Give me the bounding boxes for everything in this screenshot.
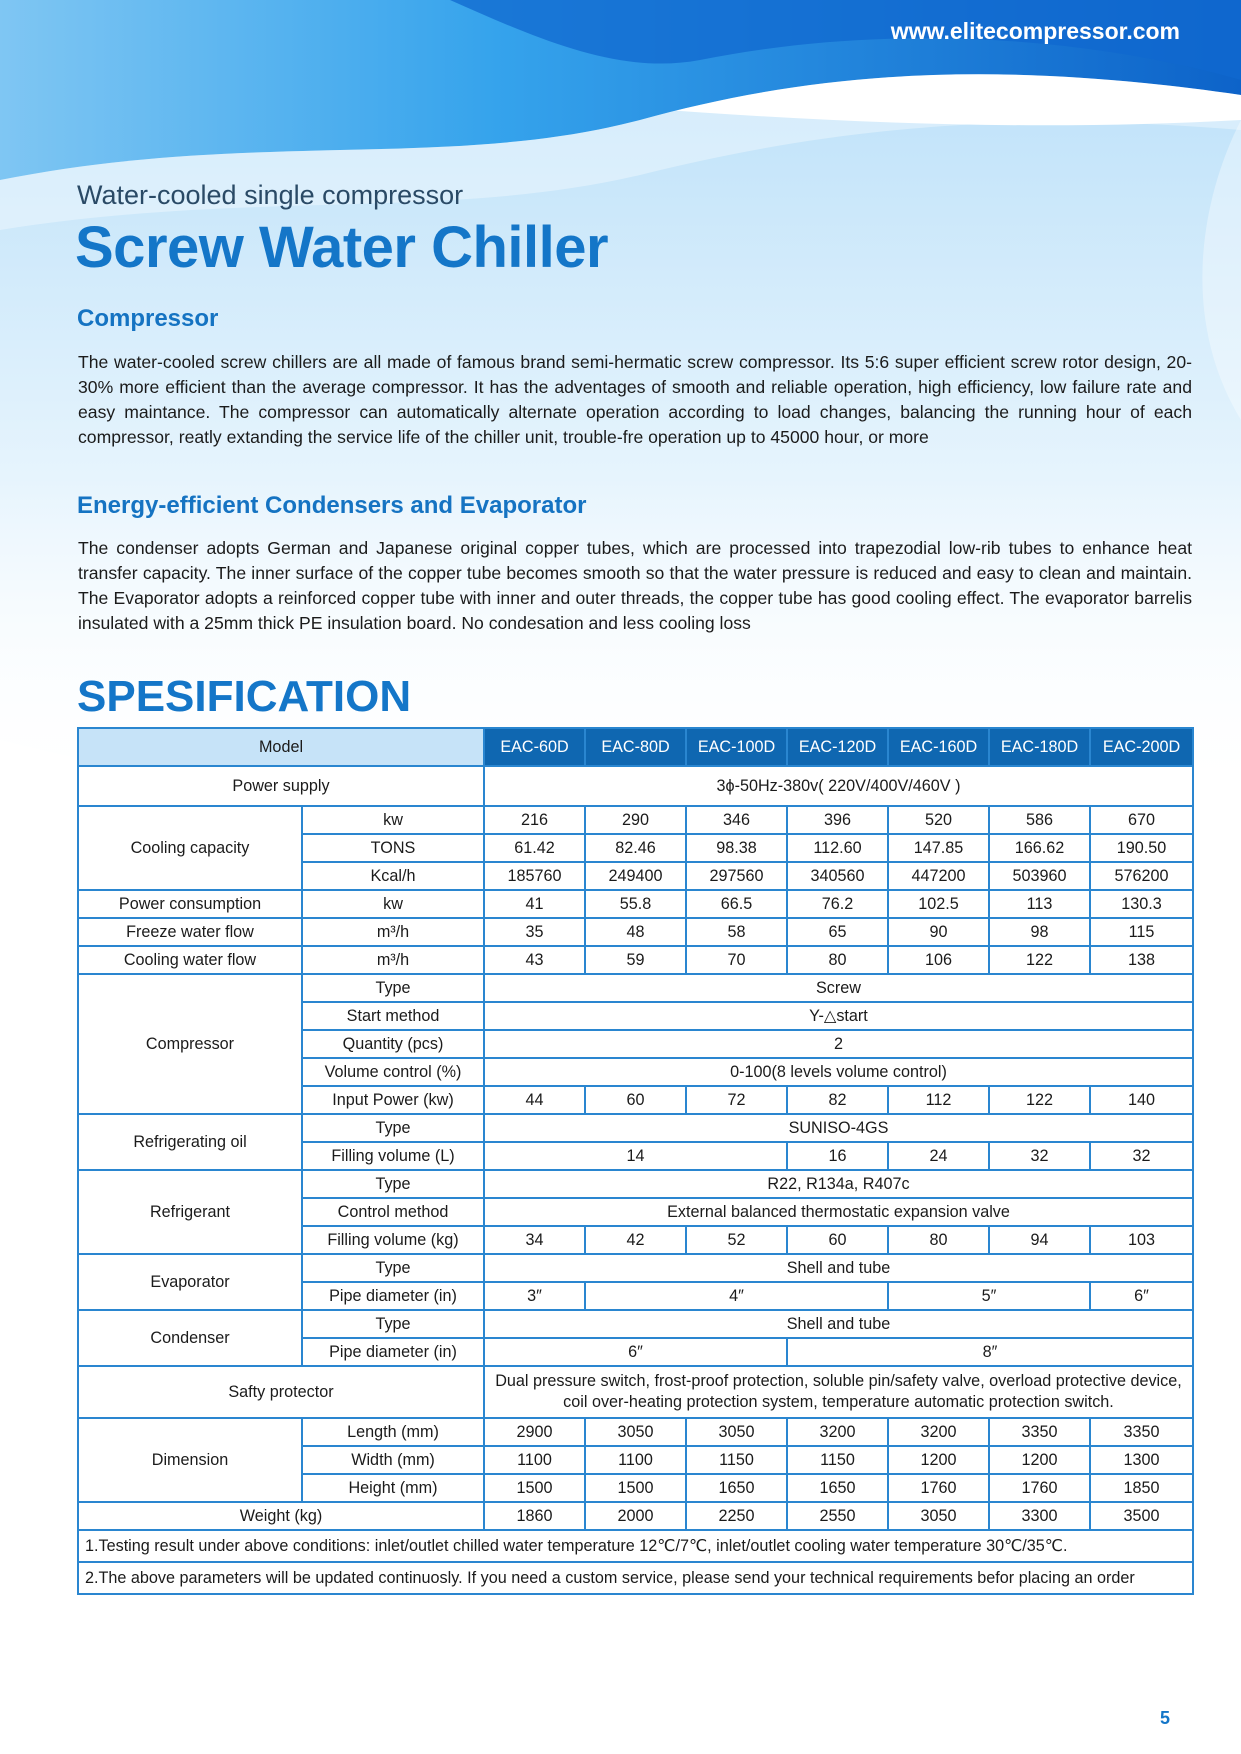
value-cell: 1100 bbox=[484, 1446, 585, 1474]
value-cell: 14 bbox=[484, 1142, 787, 1170]
value-cell: 166.62 bbox=[989, 834, 1090, 862]
table-row bbox=[78, 1366, 1193, 1418]
value-cell: 90 bbox=[888, 918, 989, 946]
value-cell: 249400 bbox=[585, 862, 686, 890]
sub-label: Width (mm) bbox=[302, 1446, 484, 1474]
unit-cell: kw bbox=[302, 806, 484, 834]
value-cell: 106 bbox=[888, 946, 989, 974]
value-cell: 138 bbox=[1090, 946, 1193, 974]
model-header: EAC-60D bbox=[484, 728, 585, 766]
page-title: Screw Water Chiller bbox=[75, 215, 609, 280]
evaporator-label: Evaporator bbox=[78, 1254, 302, 1310]
value-cell: 447200 bbox=[888, 862, 989, 890]
value-cell: 2250 bbox=[686, 1502, 787, 1530]
value-cell: 1760 bbox=[989, 1474, 1090, 1502]
model-header: EAC-100D bbox=[686, 728, 787, 766]
sub-label: Control method bbox=[302, 1198, 484, 1226]
value-cell: 70 bbox=[686, 946, 787, 974]
table-note: 2.The above parameters will be updated continuosly. If you need a custom service, please send your technical requirements befor placing an order bbox=[78, 1562, 1193, 1594]
value-cell: 72 bbox=[686, 1086, 787, 1114]
value-cell: 586 bbox=[989, 806, 1090, 834]
value-cell: 1760 bbox=[888, 1474, 989, 1502]
value-cell: 52 bbox=[686, 1226, 787, 1254]
model-header: EAC-120D bbox=[787, 728, 888, 766]
value-cell: 2900 bbox=[484, 1418, 585, 1446]
value-cell: 340560 bbox=[787, 862, 888, 890]
value-cell: 80 bbox=[787, 946, 888, 974]
sub-label: Filling volume (L) bbox=[302, 1142, 484, 1170]
unit-cell: m³/h bbox=[302, 918, 484, 946]
value-cell: 59 bbox=[585, 946, 686, 974]
value-cell: 1150 bbox=[787, 1446, 888, 1474]
value-cell: 6″ bbox=[1090, 1282, 1193, 1310]
value-cell: 0-100(8 levels volume control) bbox=[484, 1058, 1193, 1086]
power-supply-label: Power supply bbox=[78, 766, 484, 806]
value-cell: 140 bbox=[1090, 1086, 1193, 1114]
model-label: Model bbox=[78, 728, 484, 766]
table-note: 1.Testing result under above conditions: inlet/outlet chilled water temperature 12℃/7℃, inlet/outlet cooling water temperature 30℃/35℃. bbox=[78, 1530, 1193, 1562]
table-row bbox=[78, 974, 1193, 1002]
value-cell: 42 bbox=[585, 1226, 686, 1254]
value-cell: 35 bbox=[484, 918, 585, 946]
value-cell: 3050 bbox=[686, 1418, 787, 1446]
value-cell: 48 bbox=[585, 918, 686, 946]
sub-label: Type bbox=[302, 1114, 484, 1142]
value-cell: 24 bbox=[888, 1142, 989, 1170]
sub-label: Volume control (%) bbox=[302, 1058, 484, 1086]
value-cell: Shell and tube bbox=[484, 1310, 1193, 1338]
value-cell: 190.50 bbox=[1090, 834, 1193, 862]
unit-cell: TONS bbox=[302, 834, 484, 862]
unit-cell: m³/h bbox=[302, 946, 484, 974]
value-cell: 4″ bbox=[585, 1282, 888, 1310]
table-row bbox=[78, 1254, 1193, 1282]
value-cell: 34 bbox=[484, 1226, 585, 1254]
sub-label: Pipe diameter (in) bbox=[302, 1338, 484, 1366]
condenser-label: Condenser bbox=[78, 1310, 302, 1366]
value-cell: 1850 bbox=[1090, 1474, 1193, 1502]
value-cell: 346 bbox=[686, 806, 787, 834]
value-cell: 16 bbox=[787, 1142, 888, 1170]
value-cell: Shell and tube bbox=[484, 1254, 1193, 1282]
model-header: EAC-80D bbox=[585, 728, 686, 766]
value-cell: 6″ bbox=[484, 1338, 787, 1366]
value-cell: 3″ bbox=[484, 1282, 585, 1310]
compressor-heading: Compressor bbox=[77, 305, 219, 332]
value-cell: 32 bbox=[989, 1142, 1090, 1170]
value-cell: 32 bbox=[1090, 1142, 1193, 1170]
table-row bbox=[78, 946, 1193, 974]
safety-protector-label: Safty protector bbox=[78, 1366, 484, 1418]
value-cell: 1650 bbox=[787, 1474, 888, 1502]
value-cell: 297560 bbox=[686, 862, 787, 890]
value-cell: 1300 bbox=[1090, 1446, 1193, 1474]
table-note-row bbox=[78, 1530, 1193, 1562]
unit-cell: kw bbox=[302, 890, 484, 918]
value-cell: 147.85 bbox=[888, 834, 989, 862]
value-cell: 43 bbox=[484, 946, 585, 974]
value-cell: 94 bbox=[989, 1226, 1090, 1254]
value-cell: 58 bbox=[686, 918, 787, 946]
table-row bbox=[78, 890, 1193, 918]
value-cell: 1500 bbox=[585, 1474, 686, 1502]
value-cell: 3050 bbox=[888, 1502, 989, 1530]
safety-protector-value: Dual pressure switch, frost-proof protection, soluble pin/safety valve, overload protective device, coil over-heating protection system, temperature automatic protection switch. bbox=[484, 1366, 1193, 1418]
compressor-label: Compressor bbox=[78, 974, 302, 1114]
value-cell: 520 bbox=[888, 806, 989, 834]
condensers-heading: Energy-efficient Condensers and Evaporator bbox=[77, 492, 587, 519]
specification-table bbox=[77, 727, 1194, 1595]
value-cell: 2 bbox=[484, 1030, 1193, 1058]
value-cell: 80 bbox=[888, 1226, 989, 1254]
table-row bbox=[78, 1170, 1193, 1198]
table-row bbox=[78, 1502, 1193, 1530]
sub-label: Type bbox=[302, 1170, 484, 1198]
value-cell: 576200 bbox=[1090, 862, 1193, 890]
value-cell: 82 bbox=[787, 1086, 888, 1114]
model-header: EAC-180D bbox=[989, 728, 1090, 766]
value-cell: 1860 bbox=[484, 1502, 585, 1530]
specification-title: SPESIFICATION bbox=[77, 672, 412, 721]
value-cell: 3200 bbox=[787, 1418, 888, 1446]
value-cell: SUNISO-4GS bbox=[484, 1114, 1193, 1142]
cooling-water-flow-label: Cooling water flow bbox=[78, 946, 302, 974]
value-cell: Y-△start bbox=[484, 1002, 1193, 1030]
value-cell: 102.5 bbox=[888, 890, 989, 918]
value-cell: 5″ bbox=[888, 1282, 1090, 1310]
value-cell: 60 bbox=[787, 1226, 888, 1254]
model-header: EAC-200D bbox=[1090, 728, 1193, 766]
condensers-paragraph: The condenser adopts German and Japanese original copper tubes, which are processed into trapezodial low-rib tubes to enhance heat transfer capacity. The inner surface of the copper tube becomes smooth so that the water pressure is reduced and easy to clean and maintain. The Evaporator adopts a reinforced copper tube with inner and outer threads, the copper tube has good cooling effect. The evaporator barrelis insulated with a 25mm thick PE insulation board. No condesation and less cooling loss bbox=[78, 538, 1192, 633]
value-cell: 44 bbox=[484, 1086, 585, 1114]
sub-label: Input Power (kw) bbox=[302, 1086, 484, 1114]
value-cell: 8″ bbox=[787, 1338, 1193, 1366]
value-cell: 113 bbox=[989, 890, 1090, 918]
power-supply-value: 3ϕ-50Hz-380v( 220V/400V/460V ) bbox=[484, 766, 1193, 806]
value-cell: 122 bbox=[989, 946, 1090, 974]
value-cell: 185760 bbox=[484, 862, 585, 890]
value-cell: 66.5 bbox=[686, 890, 787, 918]
model-header: EAC-160D bbox=[888, 728, 989, 766]
value-cell: 65 bbox=[787, 918, 888, 946]
value-cell: 98.38 bbox=[686, 834, 787, 862]
value-cell: 76.2 bbox=[787, 890, 888, 918]
sub-label: Type bbox=[302, 974, 484, 1002]
sub-label: Pipe diameter (in) bbox=[302, 1282, 484, 1310]
subtitle: Water-cooled single compressor bbox=[77, 180, 464, 210]
table-row bbox=[78, 1310, 1193, 1338]
compressor-paragraph: The water-cooled screw chillers are all made of famous brand semi-hermatic screw compressor. Its 5:6 super efficient screw rotor design, 20-30% more efficient than the average compressor. It has the adventages of smooth and reliable operation, high efficiency, low failure rate and easy maintance. The compressor can automatically alternate operation according to load changes, balancing the running hour of each compressor, reatly extanding the service life of the chiller unit, trouble-fre operation up to 45000 hour, or more bbox=[78, 352, 1192, 447]
dimension-label: Dimension bbox=[78, 1418, 302, 1502]
value-cell: 1650 bbox=[686, 1474, 787, 1502]
table-row bbox=[78, 766, 1193, 806]
value-cell: 130.3 bbox=[1090, 890, 1193, 918]
table-row bbox=[78, 1114, 1193, 1142]
value-cell: 3350 bbox=[1090, 1418, 1193, 1446]
value-cell: 61.42 bbox=[484, 834, 585, 862]
freeze-water-flow-label: Freeze water flow bbox=[78, 918, 302, 946]
sub-label: Quantity (pcs) bbox=[302, 1030, 484, 1058]
value-cell: 216 bbox=[484, 806, 585, 834]
value-cell: 290 bbox=[585, 806, 686, 834]
value-cell: 60 bbox=[585, 1086, 686, 1114]
value-cell: 1500 bbox=[484, 1474, 585, 1502]
cooling-capacity-label: Cooling capacity bbox=[78, 806, 302, 890]
table-note-row bbox=[78, 1562, 1193, 1594]
value-cell: 122 bbox=[989, 1086, 1090, 1114]
value-cell: 103 bbox=[1090, 1226, 1193, 1254]
value-cell: 2000 bbox=[585, 1502, 686, 1530]
value-cell: 503960 bbox=[989, 862, 1090, 890]
sub-label: Type bbox=[302, 1254, 484, 1282]
value-cell: 3300 bbox=[989, 1502, 1090, 1530]
sub-label: Height (mm) bbox=[302, 1474, 484, 1502]
page-number: 5 bbox=[1160, 1708, 1171, 1728]
value-cell: 115 bbox=[1090, 918, 1193, 946]
value-cell: 1200 bbox=[989, 1446, 1090, 1474]
power-consumption-label: Power consumption bbox=[78, 890, 302, 918]
value-cell: 670 bbox=[1090, 806, 1193, 834]
value-cell: External balanced thermostatic expansion valve bbox=[484, 1198, 1193, 1226]
value-cell: 2550 bbox=[787, 1502, 888, 1530]
website-url[interactable]: www.elitecompressor.com bbox=[890, 18, 1180, 44]
value-cell: 55.8 bbox=[585, 890, 686, 918]
value-cell: 1100 bbox=[585, 1446, 686, 1474]
value-cell: 1150 bbox=[686, 1446, 787, 1474]
value-cell: 112.60 bbox=[787, 834, 888, 862]
table-header-row bbox=[78, 728, 1193, 766]
value-cell: Screw bbox=[484, 974, 1193, 1002]
refrigerant-label: Refrigerant bbox=[78, 1170, 302, 1254]
value-cell: 3500 bbox=[1090, 1502, 1193, 1530]
value-cell: 396 bbox=[787, 806, 888, 834]
unit-cell: Kcal/h bbox=[302, 862, 484, 890]
table-row bbox=[78, 806, 1193, 834]
sub-label: Filling volume (kg) bbox=[302, 1226, 484, 1254]
value-cell: 3050 bbox=[585, 1418, 686, 1446]
refrigerating-oil-label: Refrigerating oil bbox=[78, 1114, 302, 1170]
value-cell: 3200 bbox=[888, 1418, 989, 1446]
value-cell: 98 bbox=[989, 918, 1090, 946]
value-cell: 112 bbox=[888, 1086, 989, 1114]
value-cell: R22, R134a, R407c bbox=[484, 1170, 1193, 1198]
value-cell: 3350 bbox=[989, 1418, 1090, 1446]
value-cell: 82.46 bbox=[585, 834, 686, 862]
weight-label: Weight (kg) bbox=[78, 1502, 484, 1530]
sub-label: Type bbox=[302, 1310, 484, 1338]
value-cell: 41 bbox=[484, 890, 585, 918]
sub-label: Length (mm) bbox=[302, 1418, 484, 1446]
value-cell: 1200 bbox=[888, 1446, 989, 1474]
table-row bbox=[78, 918, 1193, 946]
table-row bbox=[78, 1418, 1193, 1446]
sub-label: Start method bbox=[302, 1002, 484, 1030]
